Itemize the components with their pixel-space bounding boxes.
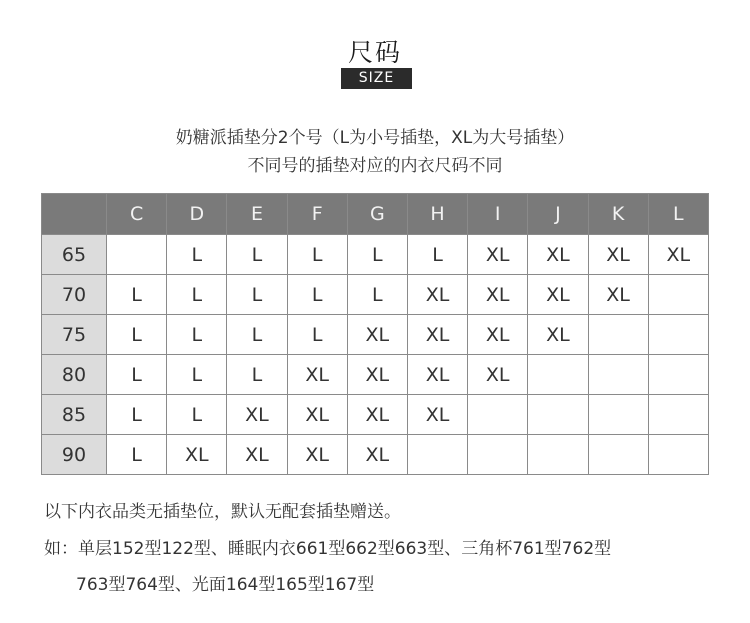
pad-size-cell: L (407, 235, 467, 275)
pad-size-cell: XL (227, 395, 287, 435)
pad-size-cell: XL (347, 315, 407, 355)
pad-size-cell: L (167, 235, 227, 275)
band-size-cell: 80 (42, 355, 107, 395)
pad-size-cell (648, 355, 708, 395)
pad-size-cell: L (107, 315, 167, 355)
pad-size-cell (648, 435, 708, 475)
pad-size-cell: XL (528, 315, 588, 355)
pad-size-cell: L (227, 275, 287, 315)
pad-size-cell: L (287, 315, 347, 355)
band-size-cell: 85 (42, 395, 107, 435)
pad-size-cell (588, 315, 648, 355)
pad-size-cell: XL (407, 275, 467, 315)
table-row (42, 315, 709, 355)
pad-size-cell: L (347, 275, 407, 315)
band-size-cell: 70 (42, 275, 107, 315)
pad-size-cell: XL (287, 435, 347, 475)
cup-header: G (347, 194, 407, 235)
pad-size-cell: XL (287, 395, 347, 435)
cup-header: C (107, 194, 167, 235)
pad-size-cell: L (107, 395, 167, 435)
pad-size-cell: XL (468, 355, 528, 395)
cup-header: F (287, 194, 347, 235)
pad-size-cell: XL (347, 395, 407, 435)
pad-size-cell (407, 435, 467, 475)
pad-size-cell: XL (167, 435, 227, 475)
band-size-cell: 90 (42, 435, 107, 475)
pad-size-cell (588, 355, 648, 395)
page-title: 尺码 (347, 38, 402, 67)
pad-size-cell (528, 395, 588, 435)
corner-cell (42, 194, 107, 235)
cup-header: J (528, 194, 588, 235)
pad-size-cell: L (287, 275, 347, 315)
cup-header: I (468, 194, 528, 235)
pad-size-cell (648, 315, 708, 355)
pad-size-cell: XL (407, 315, 467, 355)
pad-size-cell: L (227, 315, 287, 355)
pad-size-cell: XL (528, 275, 588, 315)
note-line-3: 763型764型、光面164型165型167型 (76, 575, 375, 595)
pad-size-cell (588, 435, 648, 475)
pad-size-cell: XL (407, 355, 467, 395)
pad-size-cell: L (167, 275, 227, 315)
cup-header: K (588, 194, 648, 235)
pad-size-cell (468, 435, 528, 475)
band-size-cell: 65 (42, 235, 107, 275)
pad-size-cell: L (167, 315, 227, 355)
pad-size-cell: XL (287, 355, 347, 395)
table-row (42, 275, 709, 315)
table-row (42, 355, 709, 395)
size-badge: SIZE (341, 68, 412, 89)
pad-size-cell (528, 435, 588, 475)
note-line-2: 如：单层152型122型、睡眠内衣661型662型663型、三角杯761型762型 (44, 539, 612, 559)
cup-header: H (407, 194, 467, 235)
pad-size-cell: XL (528, 235, 588, 275)
pad-size-cell: XL (407, 395, 467, 435)
pad-size-cell (468, 395, 528, 435)
pad-size-cell: XL (468, 315, 528, 355)
pad-size-cell (588, 395, 648, 435)
size-table-header-row (42, 194, 709, 235)
cup-header: E (227, 194, 287, 235)
cup-header: L (648, 194, 708, 235)
intro-line-1: 奶糖派插垫分2个号（L为小号插垫，XL为大号插垫） (175, 128, 575, 148)
table-row (42, 435, 709, 475)
pad-size-cell (528, 355, 588, 395)
pad-size-cell: XL (227, 435, 287, 475)
pad-size-cell (107, 235, 167, 275)
intro-line-2: 不同号的插垫对应的内衣尺码不同 (247, 156, 503, 176)
pad-size-cell: L (167, 355, 227, 395)
pad-size-cell: XL (347, 435, 407, 475)
note-line-1: 以下内衣品类无插垫位，默认无配套插垫赠送。 (44, 502, 401, 522)
cup-header: D (167, 194, 227, 235)
pad-size-cell (648, 395, 708, 435)
size-table (41, 193, 709, 475)
pad-size-cell: L (227, 355, 287, 395)
pad-size-cell: XL (588, 275, 648, 315)
table-row (42, 235, 709, 275)
pad-size-cell (648, 275, 708, 315)
pad-size-cell: XL (468, 275, 528, 315)
band-size-cell: 75 (42, 315, 107, 355)
pad-size-cell: L (227, 235, 287, 275)
pad-size-cell: XL (347, 355, 407, 395)
pad-size-cell: L (287, 235, 347, 275)
pad-size-cell: XL (648, 235, 708, 275)
pad-size-cell: L (167, 395, 227, 435)
pad-size-cell: L (107, 355, 167, 395)
pad-size-cell: XL (588, 235, 648, 275)
pad-size-cell: L (347, 235, 407, 275)
table-row (42, 395, 709, 435)
pad-size-cell: XL (468, 235, 528, 275)
pad-size-cell: L (107, 435, 167, 475)
pad-size-cell: L (107, 275, 167, 315)
